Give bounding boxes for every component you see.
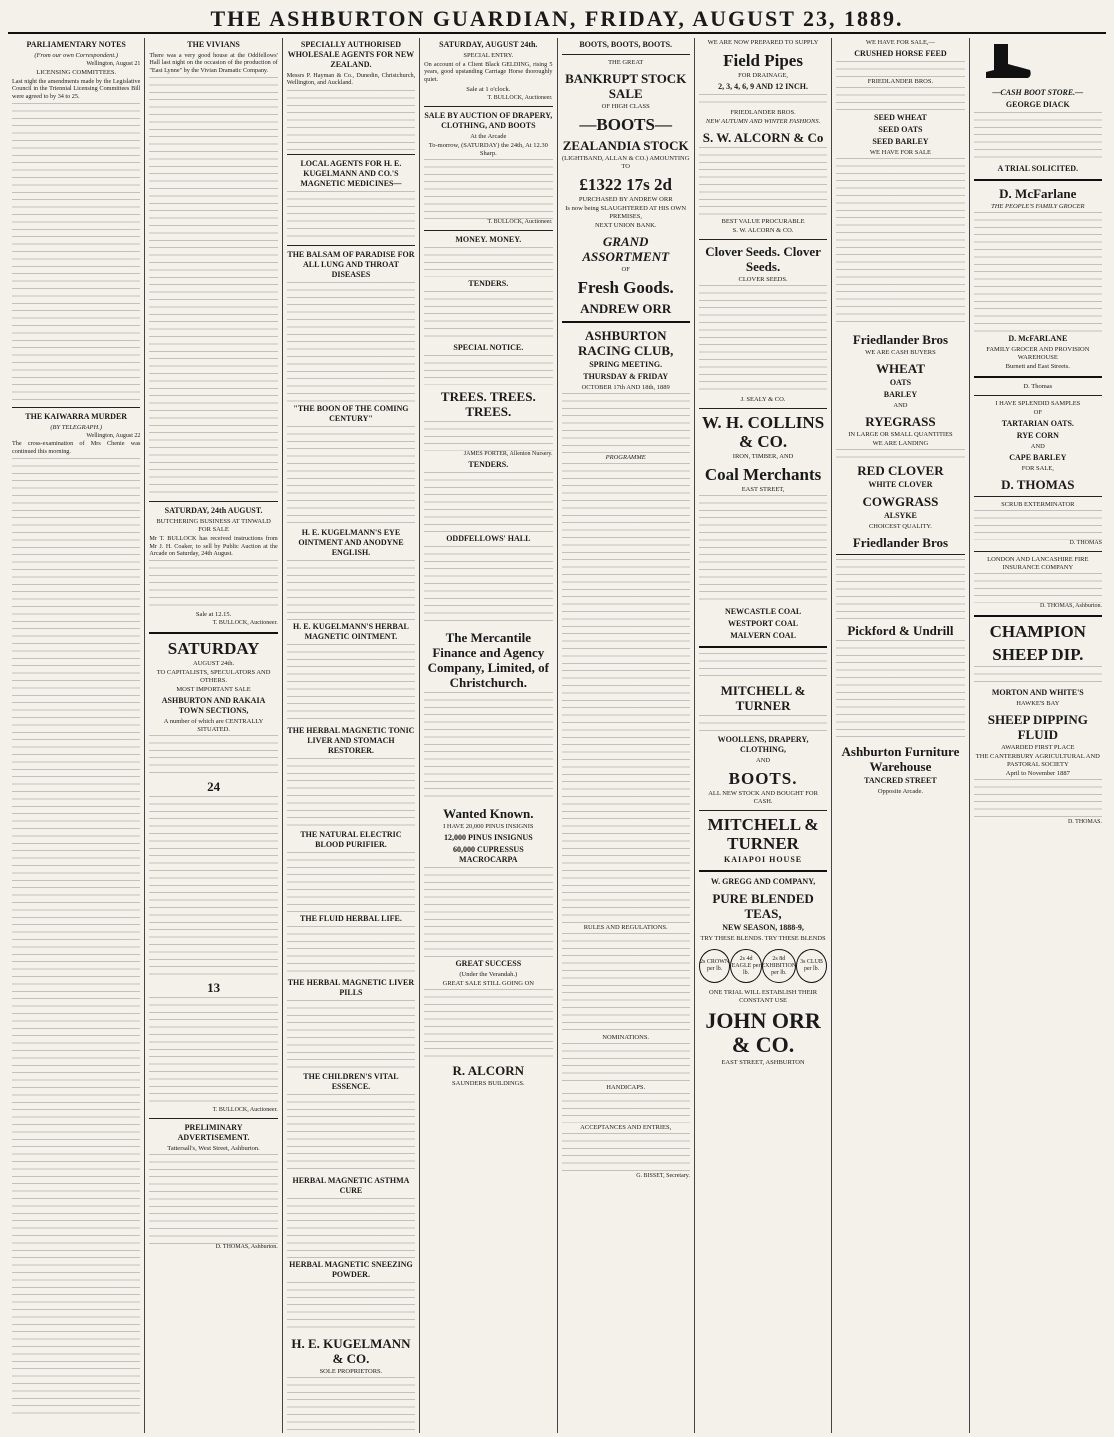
ad-subheading: FAMILY GROCER AND PROVISION WAREHOUSE — [986, 346, 1090, 362]
ad-paragraph: On account of a Client Black GELDING, rising 5 years, good upstanding Carriage Horse thoroughly quiet. — [424, 61, 553, 83]
text-block — [149, 77, 277, 497]
signature: FRIEDLANDER BROS. — [730, 109, 796, 116]
nominations-heading: NOMINATIONS. — [602, 1034, 650, 1041]
ad-subheading: SPRING MEETING. — [589, 360, 663, 369]
alcorn-name: R. ALCORN — [452, 1063, 525, 1079]
ad-subheading: SCRUB EXTERMINATOR — [1001, 501, 1075, 509]
ad-subheading: SAUNDERS BUILDINGS. — [452, 1080, 525, 1088]
ad-subheading: PURCHASED BY ANDREW ORR — [578, 196, 673, 203]
ad-subheading: WE ARE LANDING — [872, 440, 929, 447]
ad-subheading: 60,000 CUPRESSUS MACROCARPA — [452, 845, 524, 865]
george-diack-heading: GEORGE DIACK — [1005, 100, 1070, 110]
ad-heading: HERBAL MAGNETIC ASTHMA CURE — [292, 1175, 410, 1195]
signature: T. BULLOCK, Auctioneer. — [212, 1107, 278, 1114]
signature: JAMES PORTER, Allenton Nursery. — [463, 451, 553, 458]
mercantile-heading: The Mercantile Finance and Agency Company, Limited, of Christchurch. — [427, 630, 549, 691]
field-pipes-heading: Field Pipes — [723, 51, 803, 70]
ad-subheading: MOST IMPORTANT SALE — [176, 686, 251, 694]
column-2 — [145, 38, 282, 1433]
boot-icon — [974, 42, 1034, 80]
wanted-known-heading: Wanted Known. — [443, 806, 534, 822]
dateline: Wellington, August 21 — [86, 61, 141, 67]
ad-subheading: 12,000 PINUS INSIGNUS — [443, 833, 533, 843]
friedlander-heading: Friedlander Bros — [852, 535, 949, 550]
ad-subheading: NEW SEASON, 1888-9, — [722, 923, 804, 932]
signature: D. Thomas — [1023, 383, 1053, 391]
rules-heading: RULES AND REGULATIONS. — [583, 924, 668, 931]
ad-heading: THE HERBAL MAGNETIC TONIC LIVER AND STOMACH RESTORER. — [287, 725, 415, 755]
ad-subheading: GREAT SALE STILL GOING ON — [442, 980, 534, 988]
cash-boot-store-heading: —CASH BOOT STORE.— — [992, 88, 1084, 98]
signature: G. BISSET, Secretary. — [636, 1173, 690, 1179]
ad-subheading: WESTPORT COAL — [728, 619, 799, 628]
ad-heading: TENDERS. — [468, 460, 509, 470]
andrew-orr-heading: ANDREW ORR — [580, 301, 672, 316]
vivians-heading: THE VIVIANS — [187, 40, 240, 49]
ad-subheading: WE ARE NOW PREPARED TO SUPPLY — [707, 39, 819, 46]
ryegrass-heading: RYEGRASS — [865, 414, 936, 429]
ad-subheading: Opposite Arcade. — [877, 788, 923, 795]
ad-subheading: BEST VALUE PROCURABLE — [721, 218, 805, 225]
ad-heading: BOOTS, BOOTS, BOOTS. — [579, 40, 673, 49]
john-orr-heading: JOHN ORR & CO. — [705, 1008, 821, 1057]
ad-subheading: CRUSHED HORSE FEED — [854, 49, 947, 58]
collins-heading: W. H. COLLINS & CO. — [701, 413, 825, 451]
ad-heading: GRAND ASSORTMENT — [582, 234, 670, 264]
ad-heading: SPECIAL NOTICE. — [453, 343, 524, 353]
column-6 — [695, 38, 832, 1433]
ad-heading: ODDFELLOWS' HALL — [446, 534, 531, 544]
thomas-heading: D. THOMAS — [1001, 477, 1075, 493]
kaiapoi-house-heading: KAIAPOI HOUSE — [724, 855, 803, 864]
article-paragraph: Last night the amendments made by the Legislative Council in the Triennial Licensing Committees Bill were agreed to by 34 to 25. — [12, 78, 141, 100]
ad-subheading: OCTOBER 17th AND 18th, 1889 — [581, 384, 670, 391]
signature: FRIEDLANDER BROS. — [867, 78, 934, 85]
ad-subheading: WE HAVE FOR SALE — [869, 149, 931, 156]
ad-subheading: WHITE CLOVER — [868, 480, 933, 489]
ad-heading: HERBAL MAGNETIC SNEEZING POWDER. — [289, 1259, 413, 1279]
ad-subheading: FOR DRAINAGE, — [738, 72, 788, 79]
sheep-dip-heading: SHEEP DIP. — [992, 645, 1084, 665]
ad-subheading: OF — [1033, 409, 1042, 417]
saturday-heading: SATURDAY — [167, 639, 260, 659]
ad-subheading: (LIGHTBAND, ALLAN & CO.) AMOUNTING TO — [561, 155, 690, 170]
ad-subheading: OF HIGH CLASS — [601, 103, 650, 110]
ad-subheading: NEXT UNION BANK. — [594, 222, 657, 229]
ad-subheading: 2, 3, 4, 6, 9 AND 12 INCH. — [718, 82, 808, 91]
ad-subheading: MORTON AND WHITE'S — [991, 688, 1084, 698]
ad-subheading: I HAVE SPLENDID SAMPLES — [995, 400, 1081, 408]
ad-heading: SATURDAY, 24th AUGUST. — [164, 506, 263, 516]
sale-time: Sale at 1 o'clock. — [466, 86, 511, 94]
mcfarlane-heading: D. McFARLANE — [1008, 334, 1068, 344]
ad-subheading: WOOLLENS, DRAPERY, CLOTHING, — [717, 735, 809, 754]
pickford-heading: Pickford & Undrill — [847, 623, 954, 638]
ad-subheading: Burnett and East Streets. — [1005, 363, 1070, 371]
ad-subheading: THE GREAT — [608, 59, 644, 66]
zealandia-heading: ZEALANDIA STOCK — [562, 138, 689, 153]
ad-subheading: AND — [1030, 443, 1045, 451]
column-8 — [970, 38, 1106, 1433]
ad-subheading: S. W. ALCORN & CO. — [732, 227, 794, 234]
cowgrass-heading: COWGRASS — [862, 494, 939, 509]
text-block — [149, 997, 277, 1107]
ad-subheading: TARTARIAN OATS. — [1001, 419, 1074, 429]
ad-subheading: TANCRED STREET — [864, 776, 937, 785]
text-block — [149, 796, 277, 976]
ad-subheading: FOR SALE, — [1021, 465, 1054, 473]
kugelmann-heading: H. E. KUGELMANN & CO. — [291, 1335, 411, 1366]
ad-subheading: Is now being SLAUGHTERED AT HIS OWN PREMISES, — [565, 205, 687, 220]
column-1 — [8, 38, 145, 1433]
ad-subheading: THE PEOPLE'S FAMILY GROCER — [991, 203, 1085, 211]
tea-badge: 3s CLUB per lb. — [796, 949, 827, 983]
article-paragraph: The cross-examination of Mrs Chenie was continued this morning. — [12, 440, 141, 455]
ad-subheading: THE CANTERBURY AGRICULTURAL AND PASTORAL SOCIETY — [975, 753, 1100, 769]
ad-subheading: I HAVE 20,000 PINUS INSIGNIS — [443, 823, 534, 831]
ad-paragraph: Messrs P. Hayman & Co., Dunedin, Christchurch, Wellington, and Auckland. — [286, 72, 416, 87]
ad-subheading: MALVERN COAL — [730, 631, 796, 640]
ad-subheading: ONE TRIAL WILL ESTABLISH THEIR CONSTANT USE — [709, 989, 818, 1004]
teas-heading: PURE BLENDED TEAS, — [712, 891, 814, 921]
ad-heading: THE NATURAL ELECTRIC BLOOD PURIFIER. — [300, 829, 402, 849]
ad-heading: LOCAL AGENTS FOR H. E. KUGELMANN AND CO.'S MAGNETIC MEDICINES— — [300, 158, 402, 188]
ad-subheading: EAST STREET, — [741, 486, 785, 493]
masthead — [8, 6, 1106, 34]
ad-subheading: ALL NEW STOCK AND BOUGHT FOR CASH. — [708, 790, 818, 805]
ad-heading: SALE BY AUCTION OF DRAPERY, CLOTHING, AND BOOTS — [424, 111, 553, 131]
ad-subheading: OATS — [889, 378, 912, 387]
dateline: Wellington, August 22 — [86, 433, 141, 440]
acceptances-heading: ACCEPTANCES AND ENTRIES, — [580, 1124, 672, 1131]
ad-subheading: ASHBURTON AND RAKAIA TOWN SECTIONS, — [161, 696, 266, 716]
ad-subheading: OF — [621, 266, 630, 273]
mitchell-turner-heading: MITCHELL & TURNER — [720, 683, 806, 713]
column-3 — [283, 38, 420, 1433]
coal-merchants-heading: Coal Merchants — [704, 465, 822, 484]
ad-subheading: SEED BARLEY — [872, 137, 929, 146]
champion-heading: CHAMPION — [989, 622, 1086, 642]
amount-heading: £1322 17s 2d — [579, 175, 672, 194]
ad-subheading: CAPE BARLEY — [1009, 453, 1067, 463]
ad-heading: SATURDAY, AUGUST 24th. — [439, 40, 538, 49]
tea-circles — [699, 949, 827, 983]
ad-subheading: WE HAVE FOR SALE,— — [865, 39, 936, 46]
signature: T. BULLOCK, Auctioneer. — [212, 620, 278, 627]
masthead-title: THE ASHBURTON GUARDIAN, FRIDAY, AUGUST 23, 1889. — [210, 6, 904, 31]
ad-subheading: CHOICEST QUALITY. — [868, 523, 932, 530]
ad-heading: SPECIALLY AUTHORISED WHOLESALE AGENTS FOR NEW ZEALAND. — [287, 40, 415, 69]
ad-subheading: IRON, TIMBER, AND — [732, 453, 794, 460]
ad-heading: THE CHILDREN'S VITAL ESSENCE. — [303, 1071, 399, 1091]
boots-heading: BOOTS. — [728, 769, 798, 788]
ad-subheading: BUTCHERING BUSINESS AT TINWALD FOR SALE — [156, 518, 271, 534]
lot-number: 13 — [207, 980, 221, 996]
sheep-dipping-fluid-heading: SHEEP DIPPING FLUID — [987, 712, 1088, 743]
mcfarlane-heading: D. McFarlane — [999, 186, 1077, 202]
column-7 — [832, 38, 969, 1433]
ad-subheading: LONDON AND LANCASHIRE FIRE INSURANCE COMPANY — [987, 556, 1089, 572]
tea-badge: 2s 8d EXHIBITION per lb. — [762, 949, 796, 983]
ad-heading: "THE BOON OF THE COMING CENTURY" — [293, 403, 409, 423]
furniture-warehouse-heading: Ashburton Furniture Warehouse — [841, 744, 960, 774]
ad-paragraph: Mr T. BULLOCK has received instructions from Mr J. H. Coaker, to sell by Public Auction at the Arcade on Saturday, 24th August. — [149, 535, 278, 558]
signature: D. THOMAS. — [1067, 819, 1102, 826]
bankrupt-heading: BANKRUPT STOCK SALE — [565, 71, 687, 101]
alcorn-heading: S. W. ALCORN & Co — [702, 130, 824, 145]
text-block — [12, 458, 140, 1418]
ad-subheading: WE ARE CASH BUYERS — [865, 349, 936, 356]
ad-subheading: HAWKE'S BAY — [1016, 700, 1060, 708]
ad-subheading: At the Arcade — [470, 133, 507, 141]
ad-subheading: CLOVER SEEDS. — [738, 276, 788, 283]
lot-number: 24 — [207, 779, 221, 795]
signature: D. THOMAS, Ashburton. — [1039, 603, 1102, 610]
clover-seeds-heading: Clover Seeds. Clover Seeds. — [705, 244, 821, 274]
ad-heading: H. E. KUGELMANN'S EYE OINTMENT AND ANODYNE ENGLISH. — [298, 527, 404, 557]
ad-heading: THE FLUID HERBAL LIFE. — [300, 913, 402, 923]
correspondent-line: (From our own Correspondent.) — [34, 52, 119, 59]
ad-heading: A TRIAL SOLICITED. — [997, 164, 1079, 174]
ad-subheading: THURSDAY & FRIDAY — [583, 372, 669, 381]
mitchell-turner-heading: MITCHELL & TURNER — [707, 815, 819, 853]
ad-subheading: TRY THESE BLENDS. TRY THESE BLENDS — [700, 935, 826, 942]
wheat-heading: WHEAT — [875, 361, 925, 376]
ad-subheading: April to November 1887 — [1005, 770, 1070, 778]
parliamentary-notes-heading: PARLIAMENTARY NOTES — [26, 40, 126, 49]
column-5 — [558, 38, 695, 1433]
ad-subheading: SPECIAL ENTRY. — [463, 52, 514, 59]
programme-heading: PROGRAMME — [605, 454, 646, 461]
racing-club-heading: ASHBURTON RACING CLUB, — [578, 328, 674, 358]
ad-subheading: SEED WHEAT — [874, 113, 927, 122]
ad-subheading: AND — [893, 402, 908, 409]
ad-heading: GREAT SUCCESS — [455, 959, 522, 969]
signature: D. THOMAS, Ashburton. — [215, 1244, 278, 1251]
red-clover-heading: RED CLOVER — [857, 463, 944, 478]
fresh-goods-heading: Fresh Goods. — [577, 278, 674, 297]
column-4 — [420, 38, 557, 1433]
ad-subheading: (Under the Verandah.) — [459, 971, 518, 979]
tea-badge: 2s CROWN per lb. — [699, 949, 730, 983]
ad-heading: PRELIMINARY ADVERTISEMENT. — [177, 1123, 250, 1143]
sale-time: Sale at 12.15. — [195, 611, 232, 619]
ad-subheading: A number of which are CENTRALLY SITUATED. — [163, 718, 264, 734]
ad-subheading: EAST STREET, ASHBURTON — [721, 1059, 805, 1066]
ad-subheading: SEED OATS — [878, 125, 923, 134]
ad-heading: MONEY. MONEY. — [455, 235, 522, 245]
ad-subheading: BARLEY — [883, 390, 918, 399]
text-block — [149, 560, 277, 610]
ad-subheading: AWARDED FIRST PLACE — [1001, 744, 1075, 752]
ad-subheading: Tattersall's, West Street, Ashburton. — [167, 1145, 260, 1153]
ad-subheading: To-morrow, (SATURDAY) the 24th, At 12.30 Sharp. — [428, 142, 548, 158]
ad-subheading: AUGUST 24th. — [193, 660, 235, 668]
ad-subheading: NEWCASTLE COAL — [724, 607, 802, 616]
ad-subheading: TO CAPITALISTS, SPECULATORS AND OTHERS. — [156, 669, 271, 685]
ad-subheading: NEW AUTUMN AND WINTER FASHIONS. — [705, 118, 821, 125]
ad-subheading: IN LARGE OR SMALL QUANTITIES — [848, 431, 953, 438]
ad-heading: THE BALSAM OF PARADISE FOR ALL LUNG AND THROAT DISEASES — [287, 249, 415, 279]
ad-heading: TENDERS. — [468, 279, 509, 289]
signature: J. SEALY & CO. — [740, 396, 786, 403]
ad-heading: THE HERBAL MAGNETIC LIVER PILLS — [287, 977, 415, 997]
ad-subheading: RYE CORN — [1016, 431, 1059, 441]
kaiwarra-murder-heading: THE KAIWARRA MURDER — [25, 412, 128, 422]
trees-heading: TREES. TREES. TREES. — [440, 389, 536, 420]
article-paragraph: There was a very good house at the Oddfellows' Hall last night on the occasion of the production of "East Lynne" by the Vivian Dramatic Company. — [149, 52, 278, 74]
telegraph-line: (BY TELEGRAPH.) — [50, 424, 102, 432]
text-block — [149, 735, 277, 775]
signature: T. BULLOCK, Auctioneer. — [487, 219, 553, 226]
columns — [8, 38, 1106, 1433]
handicaps-heading: HANDICAPS. — [606, 1084, 646, 1091]
ad-subheading: SOLE PROPRIETORS. — [319, 1367, 383, 1375]
text-block — [149, 1154, 277, 1244]
ad-subheading: ALSYKE — [883, 511, 917, 520]
signature: T. BULLOCK, Auctioneer. — [487, 95, 553, 102]
tea-badge: 2s 4d EAGLE per lb. — [730, 949, 761, 983]
text-block — [12, 103, 140, 403]
section-heading: LICENSING COMMITTEES. — [36, 69, 117, 76]
gregg-heading: W. GREGG AND COMPANY, — [710, 877, 816, 886]
signature: D. THOMAS — [1069, 540, 1102, 547]
boots-heading: —BOOTS— — [579, 115, 672, 134]
ad-subheading: AND — [756, 757, 771, 764]
friedlander-heading: Friedlander Bros — [852, 332, 949, 347]
ad-heading: H. E. KUGELMANN'S HERBAL MAGNETIC OINTMENT. — [293, 621, 409, 641]
